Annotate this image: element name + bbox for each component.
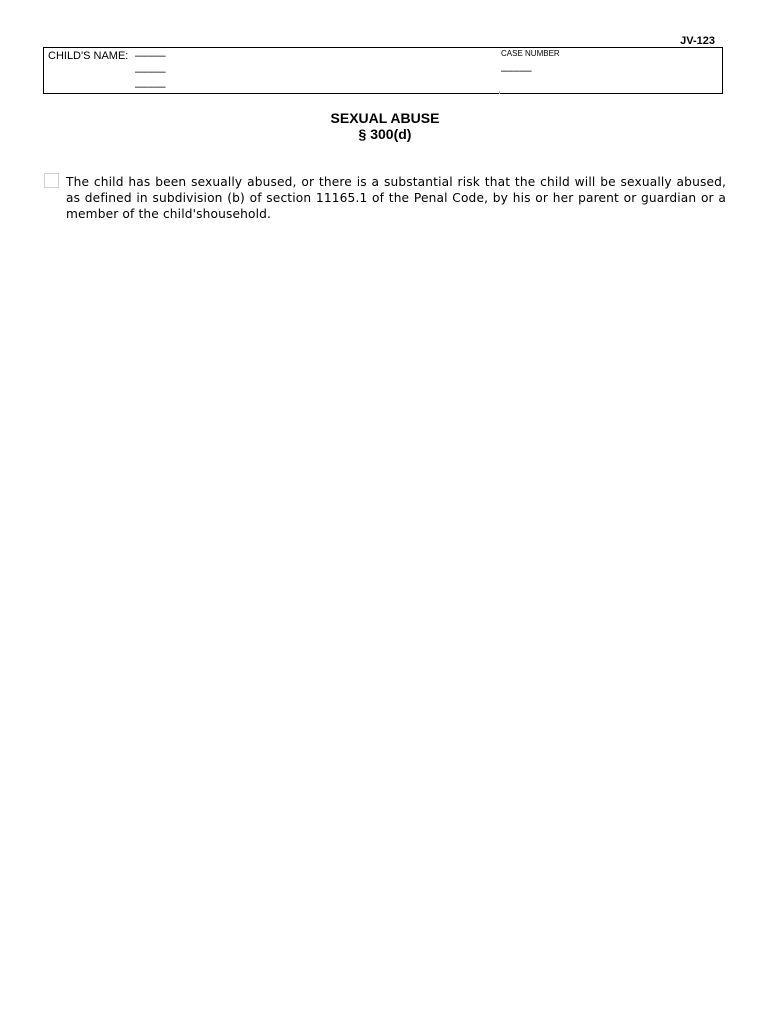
sexual-abuse-checkbox[interactable]: [44, 173, 59, 188]
allegation-text: The child has been sexually abused, or there is a substantial risk that the child will be sexually abused, as defined in subdivision (b) of section 11165.1 of the Penal Code, by his or her parent or guardian or a member of the child'shousehold.: [66, 175, 726, 221]
case-number-field[interactable]: –––––: [501, 65, 532, 77]
case-divider: [499, 91, 500, 94]
case-number-label: CASE NUMBER: [501, 49, 560, 58]
case-header-box: [43, 47, 723, 94]
form-id: JV-123: [680, 35, 715, 47]
childs-name-line-2[interactable]: –––––: [135, 66, 166, 78]
section-title: [0, 110, 770, 142]
childs-name-line-3[interactable]: –––––: [135, 81, 166, 93]
section-title-line-1: SEXUAL ABUSE: [330, 110, 440, 126]
childs-name-line-1[interactable]: –––––: [135, 50, 166, 62]
section-title-line-2: § 300(d): [358, 126, 412, 142]
childs-name-label: CHILD'S NAME:: [48, 50, 129, 62]
